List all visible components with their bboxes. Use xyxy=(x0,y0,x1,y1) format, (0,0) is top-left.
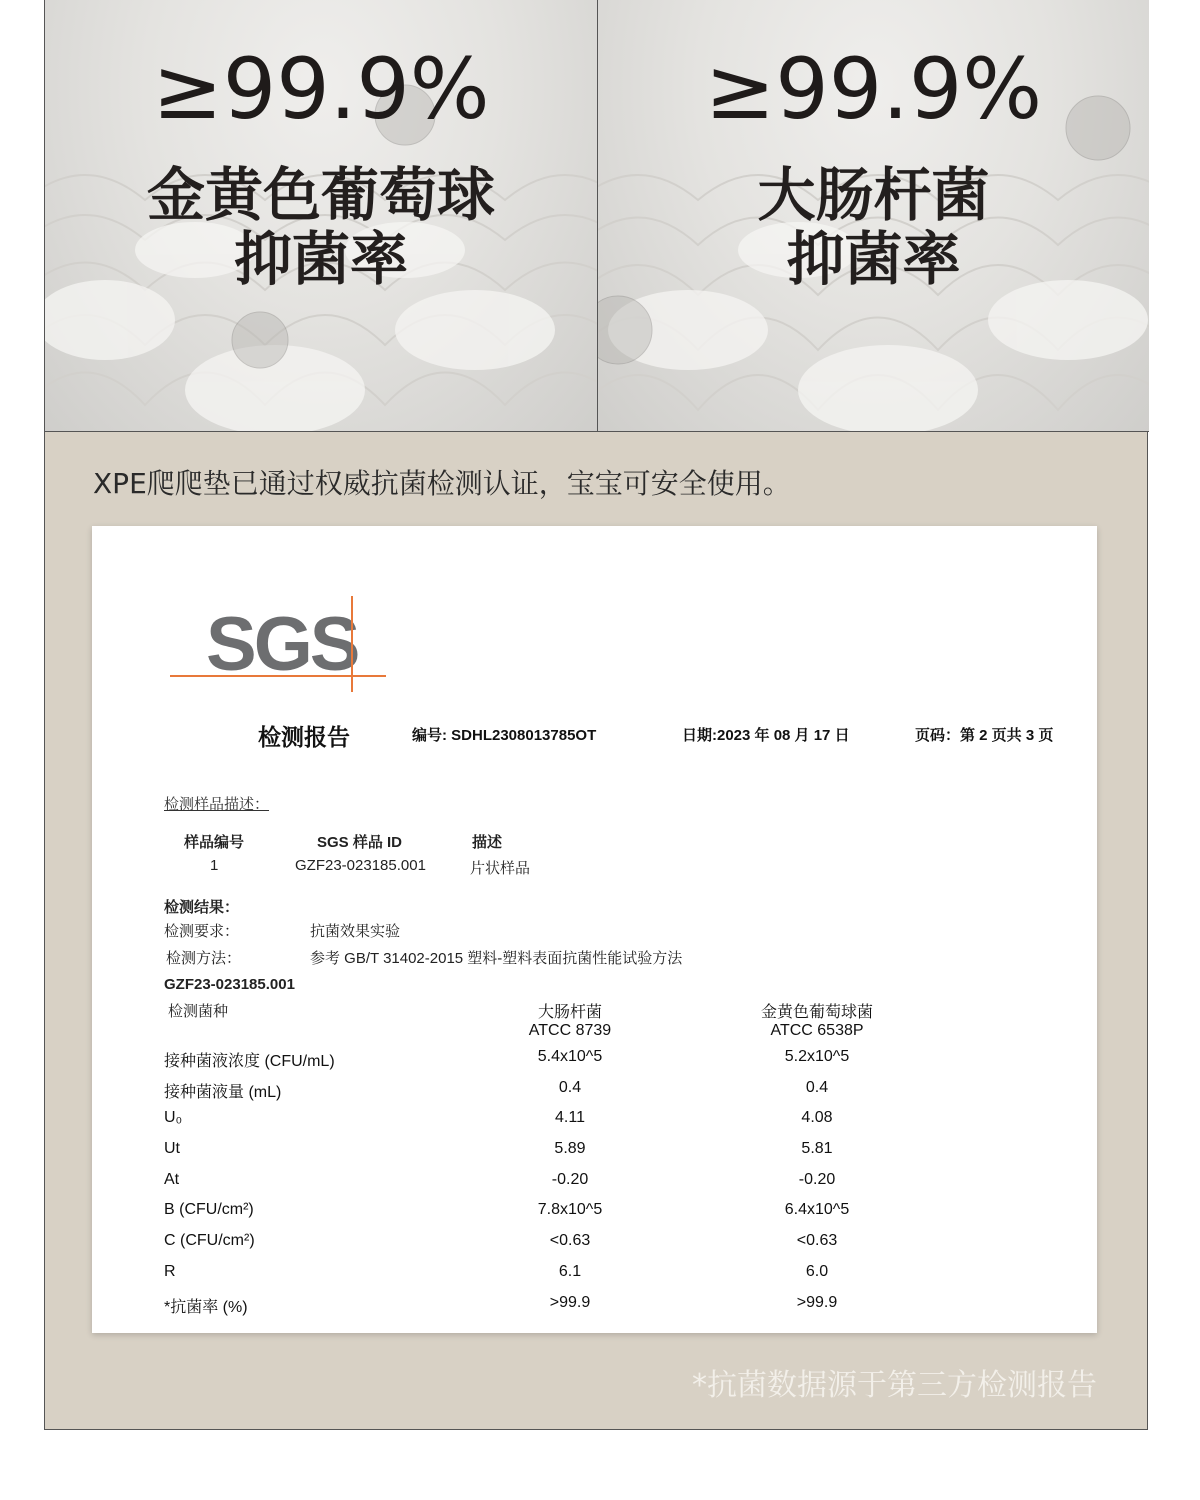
staph-column-code: ATCC 6538P xyxy=(770,1022,864,1039)
report-page: 页码：第 2 页共 3 页 xyxy=(915,727,1054,744)
hero-panel-ecoli xyxy=(598,0,1149,432)
sample-section-title: 检测样品描述： xyxy=(164,796,270,813)
result-row-label: R xyxy=(164,1263,176,1280)
result-row-staph-value: 5.2x10^5 xyxy=(784,1048,850,1065)
result-row-ecoli-value: >99.9 xyxy=(549,1294,591,1311)
result-row-ecoli-value: 7.8x10^5 xyxy=(537,1201,603,1218)
ecoli-title-line2: 抑菌率 xyxy=(786,225,961,293)
result-row-ecoli-value: 5.89 xyxy=(554,1140,586,1157)
ecoli-column-code: ATCC 8739 xyxy=(528,1022,612,1039)
result-row-label: C (CFU/cm²) xyxy=(164,1232,255,1249)
result-row-staph-value: 5.81 xyxy=(801,1140,833,1157)
sgs-logo-text: SGS xyxy=(206,602,358,687)
data-source-note: *抗菌数据源于第三方检测报告 xyxy=(692,1368,1097,1403)
result-row-ecoli-value: 5.4x10^5 xyxy=(537,1048,603,1065)
result-row-label: At xyxy=(164,1171,180,1188)
sample-header-no: 样品编号 xyxy=(184,834,245,851)
result-row-ecoli-value: 0.4 xyxy=(558,1079,582,1096)
report-title: 检测报告 xyxy=(258,724,350,750)
ecoli-rate-percent: ≥99.9% xyxy=(704,40,1043,138)
requirement-value: 抗菌效果实验 xyxy=(310,923,401,940)
result-row-ecoli-value: 4.11 xyxy=(555,1109,585,1126)
result-row-staph-value: 4.08 xyxy=(801,1109,833,1126)
sample-header-desc: 描述 xyxy=(472,834,503,851)
result-row-label: B (CFU/cm²) xyxy=(164,1201,254,1218)
result-row-label: 接种菌液浓度 (CFU/mL) xyxy=(164,1053,335,1070)
hero-panel-staph xyxy=(45,0,598,432)
hero-banner xyxy=(45,0,1149,432)
sgs-logo xyxy=(170,594,390,699)
staph-rate-percent: ≥99.9% xyxy=(152,40,490,138)
result-row-label: *抗菌率 (%) xyxy=(164,1299,248,1316)
ecoli-title-line1: 大肠杆菌 xyxy=(757,161,990,229)
staph-title-line2: 抑菌率 xyxy=(233,225,408,293)
staph-column-name: 金黄色葡萄球菌 xyxy=(760,1004,873,1021)
result-row-staph-value: 6.0 xyxy=(805,1263,829,1280)
page-frame xyxy=(44,0,1148,1430)
sample-header-id: SGS 样品 ID xyxy=(317,834,403,851)
result-row-label: 接种菌液量 (mL) xyxy=(164,1084,282,1101)
result-row-staph-value: 0.4 xyxy=(805,1079,829,1096)
result-row-label: U₀ xyxy=(164,1109,183,1126)
requirement-label: 检测要求： xyxy=(164,923,240,940)
result-row-ecoli-value: <0.63 xyxy=(549,1232,591,1249)
report-date: 日期:2023 年 08 月 17 日 xyxy=(682,727,850,744)
result-title: 检测结果： xyxy=(164,899,240,916)
staph-title-line1: 金黄色葡萄球 xyxy=(146,161,495,229)
method-value: 参考 GB/T 31402-2015 塑料-塑料表面抗菌性能试验方法 xyxy=(310,950,683,967)
certification-caption: XPE爬爬垫已通过权威抗菌检测认证，宝宝可安全使用。 xyxy=(93,467,791,500)
sample-id: GZF23-023185.001 xyxy=(295,857,426,874)
method-label: 检测方法： xyxy=(166,950,242,967)
strain-header-label: 检测菌种 xyxy=(168,1003,229,1020)
result-row-staph-value: <0.63 xyxy=(796,1232,838,1249)
result-row-staph-value: 6.4x10^5 xyxy=(784,1201,850,1218)
sample-desc: 片状样品 xyxy=(470,860,531,877)
result-row-ecoli-value: -0.20 xyxy=(551,1171,589,1188)
result-row-ecoli-value: 6.1 xyxy=(558,1263,582,1280)
result-row-label: Ut xyxy=(164,1140,180,1157)
sgs-report-document xyxy=(92,526,1097,1333)
report-number: 编号: SDHL2308013785OT xyxy=(412,727,597,744)
result-sample-id: GZF23-023185.001 xyxy=(164,976,295,993)
result-row-staph-value: -0.20 xyxy=(798,1171,836,1188)
sample-no: 1 xyxy=(210,857,219,874)
ecoli-column-name: 大肠杆菌 xyxy=(537,1004,602,1021)
result-row-staph-value: >99.9 xyxy=(796,1294,838,1311)
